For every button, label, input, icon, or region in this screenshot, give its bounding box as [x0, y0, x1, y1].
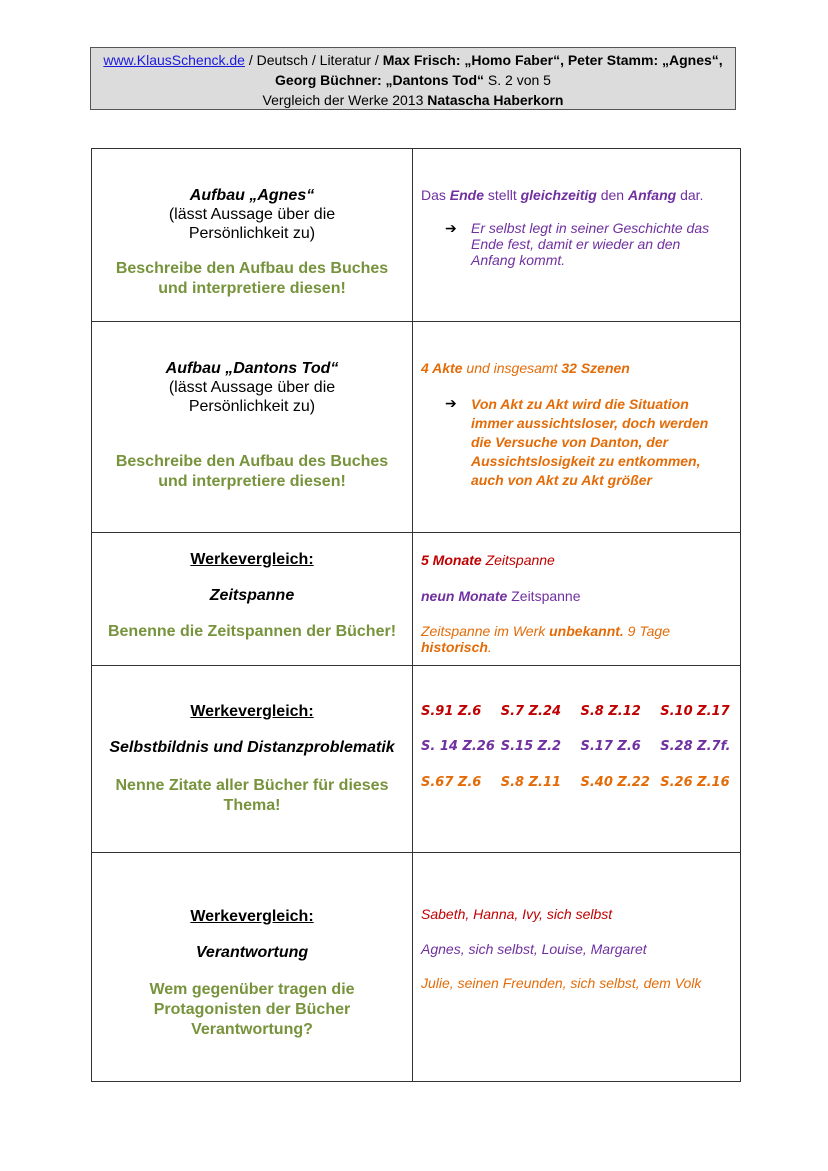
question-cell: [92, 853, 413, 1082]
task-line-1: Beschreibe den Aufbau des Buches: [115, 453, 389, 470]
answer-text: Zeitspanne: [481, 552, 555, 568]
header-subtitle: Vergleich der Werke 2013: [262, 92, 428, 108]
question-cell: [92, 666, 413, 853]
table-row: [92, 533, 741, 666]
question-title: Selbstbildnis und Distanzproblematik: [109, 739, 395, 756]
answer-text: den: [596, 187, 628, 203]
arrow-point: [445, 395, 728, 490]
table-row: [92, 666, 741, 853]
answer-line: [421, 360, 740, 376]
citation: S.67 Z.6: [421, 775, 482, 790]
question-sub-2: Persönlichkeit zu): [188, 398, 316, 415]
task-line-2: Thema!: [223, 797, 281, 814]
citation: S.7 Z.24: [500, 704, 562, 719]
answer-line: [421, 623, 740, 655]
citation: S.28 Z.7f.: [660, 739, 731, 754]
citation: S.17 Z.6: [580, 739, 641, 754]
header-works-2: Georg Büchner: „Dantons Tod“: [275, 72, 485, 88]
answer-cell: [413, 149, 741, 322]
answer-gleichzeitig: gleichzeitig: [520, 187, 597, 203]
answer-line: [421, 588, 740, 604]
task-line-3: Verantwortung?: [191, 1021, 313, 1038]
question-head: Werkevergleich:: [190, 551, 314, 568]
table-row: [92, 149, 741, 322]
citation: S.26 Z.16: [660, 775, 730, 790]
arrow-right-icon: ➔: [445, 220, 457, 236]
citation: S.15 Z.2: [500, 739, 562, 754]
page-header: [90, 47, 736, 110]
task-line-2: und interpretiere diesen!: [158, 473, 346, 490]
question-sub-1: (lässt Aussage über die: [168, 206, 336, 223]
task-line-1: Nenne Zitate aller Bücher für dieses: [115, 777, 389, 794]
citation-row: [421, 739, 740, 754]
question-title: Aufbau „Dantons Tod“: [165, 360, 339, 377]
answer-text: Zeitspanne: [507, 588, 581, 604]
answer-line: Agnes, sich selbst, Louise, Margaret: [421, 941, 647, 957]
page-indicator: S. 2 von 5: [484, 72, 551, 88]
citation: S.8 Z.12: [580, 704, 641, 719]
question-cell: [92, 533, 413, 666]
arrow-right-icon: ➔: [445, 395, 457, 411]
answer-text: dar.: [676, 187, 704, 203]
answer-line: [421, 552, 740, 568]
answer-text: und insgesamt: [462, 360, 562, 376]
answer-szenen: 32 Szenen: [561, 360, 630, 376]
citation-row: [421, 775, 740, 790]
citation-row: [421, 704, 740, 719]
citation: S.40 Z.22: [580, 775, 650, 790]
citation: S.91 Z.6: [421, 704, 482, 719]
header-works-1: Max Frisch: „Homo Faber“, Peter Stamm: „Agnes“,: [382, 52, 723, 68]
answer-emphasis: neun Monate: [421, 588, 508, 604]
citation: S.8 Z.11: [500, 775, 562, 790]
task-line-1: Wem gegenüber tragen die: [149, 981, 355, 998]
arrow-text: Er selbst legt in seiner Geschichte das Ende fest, damit er wieder an den Anfang kommt.: [471, 220, 710, 268]
answer-text: 9 Tage: [623, 623, 670, 639]
answer-emphasis: 5 Monate: [421, 552, 482, 568]
question-title: Zeitspanne: [209, 587, 295, 604]
question-head: Werkevergleich:: [190, 908, 314, 925]
question-title: Aufbau „Agnes“: [189, 187, 315, 204]
task-line-1: Beschreibe den Aufbau des Buches: [115, 260, 389, 277]
answer-text: Das: [421, 187, 450, 203]
question-head: Werkevergleich:: [190, 703, 314, 720]
citation: S.10 Z.17: [660, 704, 730, 719]
answer-akte: 4 Akte: [421, 360, 463, 376]
question-sub-2: Persönlichkeit zu): [188, 225, 316, 242]
task-line-2: und interpretiere diesen!: [158, 280, 346, 297]
question-title: Verantwortung: [195, 944, 309, 961]
site-link[interactable]: www.KlausSchenck.de: [103, 52, 245, 68]
answer-cell: [413, 666, 741, 853]
header-path: / Deutsch / Literatur /: [244, 52, 383, 68]
answer-cell: [413, 853, 741, 1082]
table-row: [92, 853, 741, 1082]
question-cell: [92, 149, 413, 322]
task-line: Benenne die Zeitspannen der Bücher!: [107, 623, 397, 640]
answer-line: Julie, seinen Freunden, sich selbst, dem Volk: [421, 975, 702, 991]
question-sub-1: (lässt Aussage über die: [168, 379, 336, 396]
arrow-text: Von Akt zu Akt wird die Situation immer aussichtsloser, doch werden die Versuche von Danton, der Aussichtslosigkeit zu entkommen, auch von Akt zu Akt größer: [471, 396, 709, 488]
answer-ende: Ende: [449, 187, 485, 203]
arrow-point: [445, 220, 728, 268]
answer-anfang: Anfang: [627, 187, 677, 203]
task-line-2: Protagonisten der Bücher: [153, 1001, 351, 1018]
answer-cell: [413, 322, 741, 533]
answer-line: Sabeth, Hanna, Ivy, sich selbst: [421, 906, 613, 922]
answer-emphasis: historisch: [421, 639, 488, 655]
answer-emphasis: unbekannt.: [549, 623, 624, 639]
worksheet-table: [91, 148, 741, 1082]
header-author: Natascha Haberkorn: [427, 92, 564, 108]
answer-text: stellt: [484, 187, 521, 203]
question-cell: [92, 322, 413, 533]
answer-text: Zeitspanne im Werk: [421, 623, 550, 639]
answer-line: [421, 187, 740, 203]
table-row: [92, 322, 741, 533]
citation: S. 14 Z.26: [421, 739, 495, 754]
answer-cell: [413, 533, 741, 666]
answer-text: .: [487, 639, 492, 655]
